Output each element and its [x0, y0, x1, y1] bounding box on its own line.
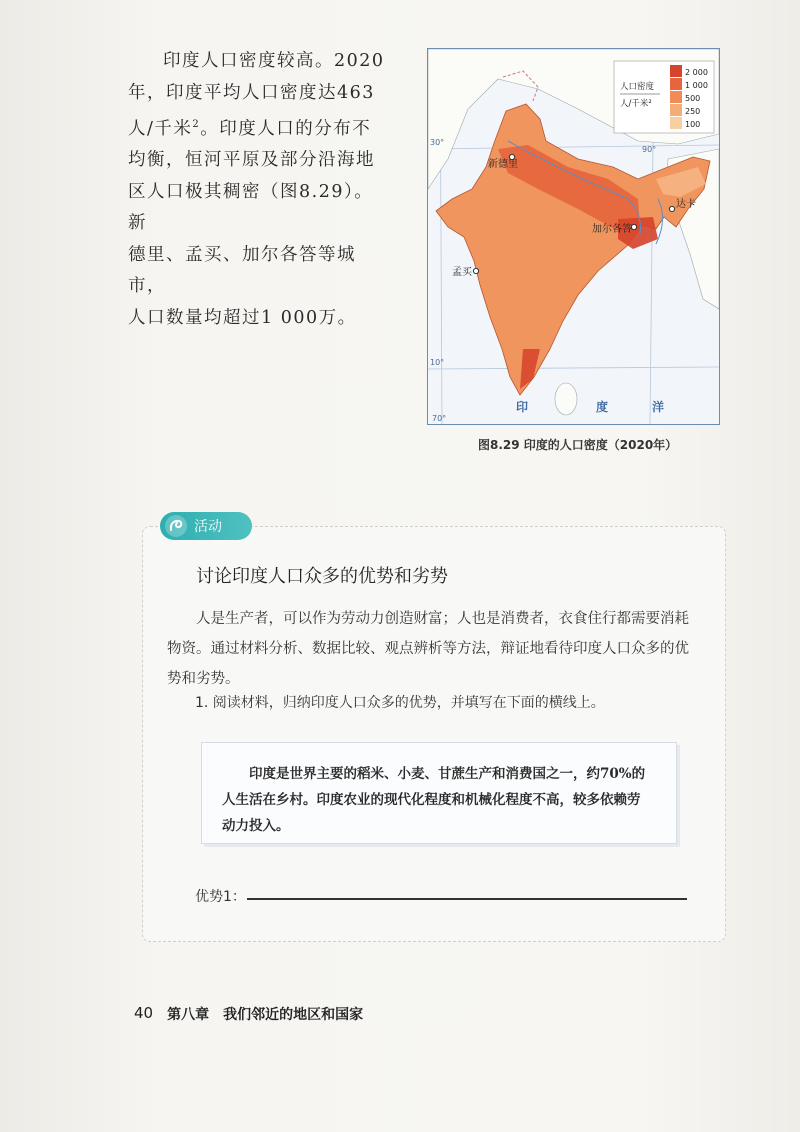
lat-label: 10° [430, 358, 445, 367]
intro-line-part: 。印度人口的分布不 [200, 118, 372, 139]
activity-title: 讨论印度人口众多的优势和劣势 [196, 566, 448, 587]
legend-swatch [670, 104, 682, 116]
legend-value: 2 000 [685, 68, 708, 77]
india-landmass [436, 104, 710, 395]
activity-intro [167, 604, 707, 694]
ocean-label-char: 度 [596, 400, 609, 414]
material-text [202, 743, 676, 839]
material-line: 印度是世界主要的稻米、小麦、甘蔗生产和消费国之一，约70%的 [249, 766, 646, 782]
city-kolkata-label: 加尔各答 [592, 224, 632, 235]
legend-swatch [670, 117, 682, 129]
intro-line: 德里、孟买、加尔各答等城市， [128, 244, 356, 297]
intro-line: 区人口极其稠密（图8.29）。新 [128, 181, 374, 234]
intro-line: 人口数量均超过1 000万。 [128, 307, 357, 328]
activity-badge-label: 活动 [194, 519, 222, 535]
map-legend [614, 61, 714, 133]
ocean-label-char: 印 [516, 400, 529, 414]
intro-line [128, 109, 390, 145]
legend-value: 100 [685, 120, 701, 129]
answer-blank-line[interactable] [247, 898, 687, 900]
city-dhaka-marker [669, 206, 674, 211]
legend-value: 500 [685, 94, 701, 103]
intro-line: 印度人口密度较高。2020 [163, 51, 385, 71]
activity-icon [164, 514, 188, 538]
intro-line: 年，印度平均人口密度达463 [128, 82, 375, 103]
chapter-title: 我们邻近的地区和国家 [223, 1007, 364, 1023]
city-kolkata-marker [631, 224, 636, 229]
answer-label: 优势1： [195, 889, 246, 905]
legend-value: 250 [685, 107, 701, 116]
chapter-number: 第八章 [167, 1007, 210, 1023]
intro-line-part: 人/千米 [128, 118, 193, 139]
material-box [201, 742, 677, 844]
population-density-map [427, 48, 720, 425]
activity-badge [160, 512, 252, 540]
intro-line: 均衡，恒河平原及部分沿海地 [128, 150, 375, 171]
material-line: 动力投入。 [222, 818, 290, 834]
city-delhi-label: 新德里 [488, 159, 518, 170]
page-number: 40 [134, 1004, 154, 1022]
activity-intro-line: 物资。通过材料分析、数据比较、观点辨析等方法，辩证地看待印度人口众多的优 [167, 641, 689, 657]
sri-lanka [555, 383, 577, 415]
activity-card [142, 526, 726, 942]
legend-unit: 人/千米² [620, 99, 652, 109]
lon-label: 90° [642, 145, 657, 154]
page-footer [134, 1004, 363, 1024]
material-line: 人生活在乡村。印度农业的现代化程度和机械化程度不高，较多依赖劳 [222, 792, 641, 808]
city-mumbai-marker [473, 268, 478, 273]
superscript: 2 [192, 119, 201, 130]
task-1: 1. 阅读材料，归纳印度人口众多的优势，并填写在下面的横线上。 [195, 695, 605, 711]
legend-title: 人口密度 [620, 82, 655, 92]
legend-value: 1 000 [685, 81, 708, 90]
legend-swatch [670, 65, 682, 77]
intro-paragraph [128, 46, 390, 334]
ocean-label-char: 洋 [652, 400, 665, 414]
lat-label: 30° [430, 138, 445, 147]
legend-swatch [670, 91, 682, 103]
city-mumbai-label: 孟买 [452, 267, 472, 278]
legend-swatch [670, 78, 682, 90]
lon-label: 70° [432, 414, 447, 423]
map-svg [428, 49, 719, 424]
city-dhaka-label: 达卡 [676, 199, 696, 210]
activity-intro-line: 人是生产者，可以作为劳动力创造财富；人也是消费者，衣食住行都需要消耗 [196, 611, 689, 627]
activity-intro-line: 势和劣势。 [167, 671, 240, 687]
figure-caption: 图8.29 印度的人口密度（2020年） [478, 438, 678, 452]
